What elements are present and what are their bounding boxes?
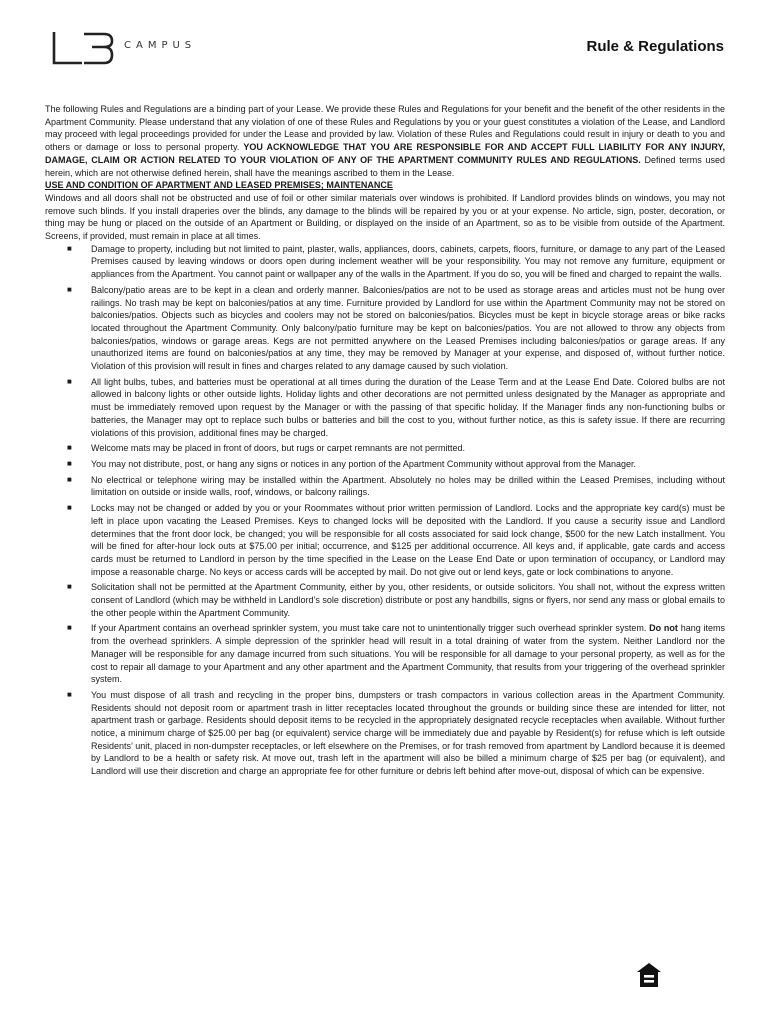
bullet-icon: ■ — [67, 376, 72, 386]
rule-item: ■ If your Apartment contains an overhead sprinkler system, you must take care not to unintentionally trigger such overhead sprinkler system. Do not hang items from the overhead sprinklers. A simple depression of the sprinkler head will result in a total draining of water from the system. Neither Landlord nor the Manager will be responsible for any damage incurred from such situations. You will be responsible for all damage to your personal property, as well as for the cost to repair all damage to your Apartment and any other apartment and the Apartment Community, that results from your triggering of the overhead sprinkler system. — [67, 623, 725, 685]
rule-item: ■ You must dispose of all trash and recycling in the proper bins, dumpsters or trash compactors in various collection areas in the Apartment Community. Residents should not deposit room or apartment trash in litter receptacles located throughout the grounds or building since these are intended for litter, not apartment trash or garbage. Residents should deposit items to be recycled in the appropriately designated recycle receptacles when available. Without further notice, a minimum charge of $25.00 per bag (or equivalent) service charge will be immediately due and payable by Resident(s) for refuse which is left outside Residents’ unit, placed in non-dumpster receptacles, or left elsewhere on the Premises, or for trash removed from apartment by Landlord because it is deemed by Landlord to be a health or safety risk. At move out, trash left in the apartment will also be billed a minimum charge of $25 per bag (or equivalent), and Landlord will use their discretion and charge an appropriate fee for other furniture or debris left behind after move-out, disposal of which can be expensive. — [67, 689, 725, 777]
bullet-icon: ■ — [67, 503, 72, 513]
rule-item: ■ You may not distribute, post, or hang any signs or notices in any portion of the Apartment Community without approval from the Manager. — [67, 458, 636, 469]
rule-item: ■ Solicitation shall not be permitted at the Apartment Community, either by you, other residents, or outside solicitors. You shall not, without the express written consent of Landlord (which may be withheld in Landlord’s sole discretion) distribute or post any handbills, signs or flyers, nor send any mass or global emails to the other people within the Apartment Community. — [67, 582, 725, 618]
bullet-icon: ■ — [67, 284, 72, 294]
rule-item: ■ All light bulbs, tubes, and batteries must be operational at all times during the duration of the Lease Term and at the Lease End Date. Colored bulbs are not allowed in balcony lights or other outside lights. Holiday lights and other decorations are not permitted unless designated by the Manager as appropriate and must be immediately removed upon request by the Manager or with the passing of that specific holiday. If the Manager finds any non-functioning bulbs or batteries, the Manager may opt to replace such bulbs or batteries and bill the cost to you, without further notice, as this is safety issue. If there are recurring violations of this provision, additional fines may be charged. — [67, 376, 725, 438]
bullet-icon: ■ — [67, 582, 72, 592]
bullet-icon: ■ — [67, 243, 72, 253]
bullet-icon: ■ — [67, 623, 72, 633]
section-heading: USE AND CONDITION OF APARTMENT AND LEASED PREMISES; MAINTENANCE — [45, 180, 393, 191]
rule-item: ■ Locks may not be changed or added by you or your Roommates without prior written permission of Landlord. Locks and the appropriate key card(s) must be left in place upon vacating the Leased Premises. Keys to changed locks will be deposited with the Landlord. If you cause a security issue and Landlord determines that the front door lock, be changed; you will be responsible for all costs associated for said lock change, $500 for the new Latch installment. You will be fined for after-hour lock outs at $75.00 per initial; occurrence, and $125 per additional occurrence. All keys and, if applicable, gate cards and access cards must be returned to Landlord in person by the time specified in the Lease on the Lease End Date or upon termination of occupancy, or Landlord may impose a reasonable charge. No keys or access cards will be accepted by mail. Do not give out or lend keys, gate or lock combinations to anyone. — [67, 503, 725, 577]
section-paragraph: Windows and all doors shall not be obstructed and use of foil or other similar materials over windows is prohibited. If Landlord provides blinds on windows, you may not remove such blinds. If you install draperies over the blinds, any damage to the blinds will be repaired by you or at your expense. No article, sign, poster, decoration, or thing may be hung or placed on the outside of an Apartment or Building, or displayed on the inside of an Apartment, so as to be visible from outside of the Apartment. Screens, if provided, must remain in place at all times. — [45, 192, 725, 242]
logo — [52, 30, 196, 66]
intro-acknowledgement: YOU ACKNOWLEDGE THAT YOU ARE RESPONSIBLE FOR AND ACCEPT FULL LIABILITY FOR ANY INJURY, DAMAGE, CLAIM OR ACTION RELATED TO YOUR VIOLATION OF ANY OF THE APARTMENT COMMUNITY RULES AND REGULATIONS. — [45, 142, 725, 165]
intro-paragraph: The following Rules and Regulations are a binding part of your Lease. We provide these Rules and Regulations for your benefit and the benefit of the other residents in the Apartment Community. Please understand that any violation of one of these Rules and Regulations by you or your guest constitutes a violation of the Lease, and Landlord may proceed with legal proceedings provided for under the Lease and provided by law. Violation of these Rules and Regulations could result in injury or death to you and others or damage or loss to personal property. YOU ACKNOWLEDGE THAT YOU ARE RESPONSIBLE FOR AND ACCEPT FULL LIABILITY FOR ANY INJURY, DAMAGE, CLAIM OR ACTION RELATED TO YOUR VIOLATION OF ANY OF THE APARTMENT COMMUNITY RULES AND REGULATIONS. Defined terms used herein, which are not otherwise defined herein, shall have the meanings ascribed to them in the Lease. — [45, 104, 725, 178]
rule-item: ■ Welcome mats may be placed in front of doors, but rugs or carpet remnants are not permitted. — [67, 443, 466, 454]
logo-subtext: CAMPUS — [124, 39, 197, 51]
rule-item: ■ No electrical or telephone wiring may be installed within the Apartment. Absolutely no holes may be drilled within the Leased Premises, including without limitation on outside or inside walls, roof, windows, or balcony railings. — [67, 474, 725, 498]
rule-item: ■ Damage to property, including but not limited to paint, plaster, walls, appliances, doors, cabinets, carpets, floors, furniture, or damage to any part of the Leased Premises caused by leaving windows or doors open during inclement weather will be your responsibility. You may not remove any furniture, equipment or appliances from the Apartment. You cannot paint or wallpaper any of the walls in the Apartment. If you do so, you will be fined and charged to repaint the walls. — [67, 243, 725, 280]
rule-item: ■ Balcony/patio areas are to be kept in a clean and orderly manner. Balconies/patios are not to be used as storage areas and articles must not be hung over railings. No trash may be kept on balconies/patios at any time. Furniture provided by Landlord for use within the Apartment Community may not be stored on balconies/patios. Objects such as bicycles and coolers may not be stored on balconies/patios. Bicycles must be kept in bicycle storage areas or bike racks located throughout the Apartment Community. Only balcony/patio furniture may be kept on balconies/patios. You are not allowed to throw any objects from balconies/patios, windows or garage areas. Kegs are not permitted anywhere on the Leased Premises including balconies/patios or garage areas. If any unauthorized items are found on balconies/patios at any time, they may be removed by Manager at your expense, and disposed of, without further notice. Violation of this provision will result in fines and charges related to any damage caused by such violation. — [67, 284, 725, 372]
bullet-icon: ■ — [67, 474, 72, 484]
equal-housing-opportunity-icon — [636, 962, 662, 993]
bullet-icon: ■ — [67, 458, 72, 468]
page-title: Rule & Regulations — [586, 38, 724, 55]
bullet-icon: ■ — [67, 689, 72, 699]
bullet-icon: ■ — [67, 443, 72, 453]
rules-list — [45, 243, 725, 778]
l3-logo-mark — [52, 30, 114, 66]
document-body — [45, 103, 725, 781]
